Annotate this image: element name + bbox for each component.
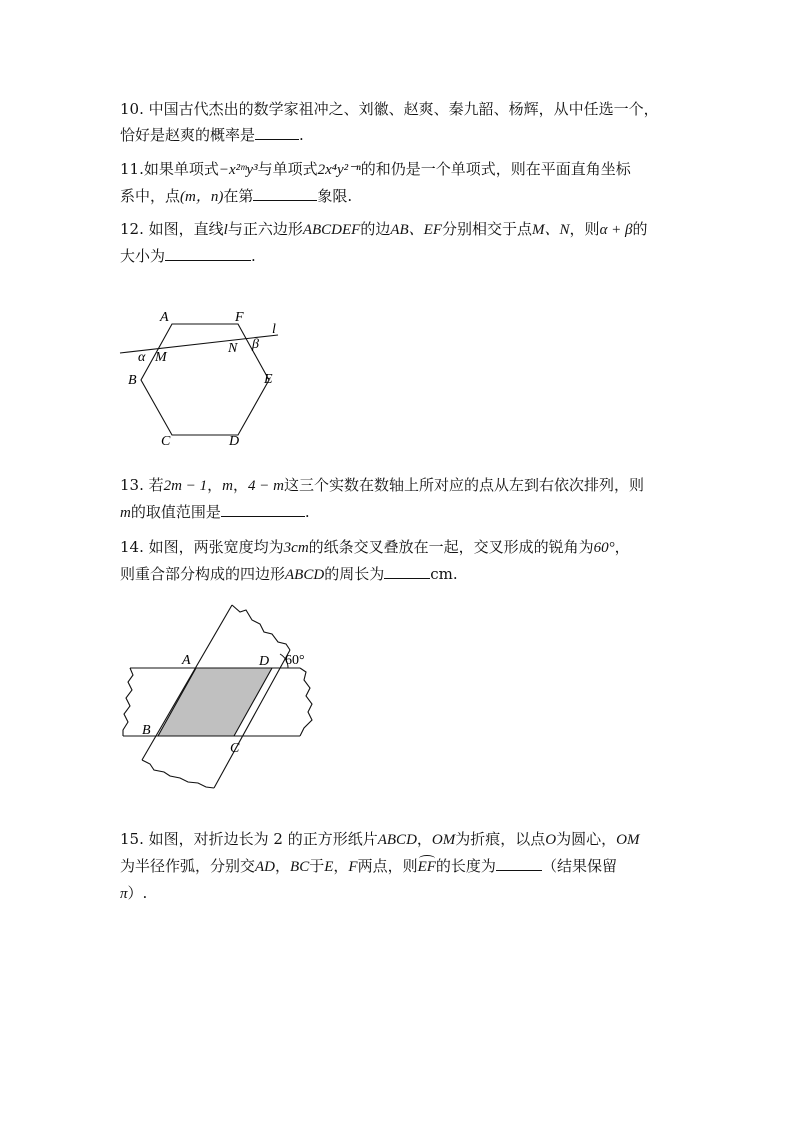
q11-text-1: 如果单项式	[143, 160, 219, 178]
q13-expr-4: m	[120, 505, 131, 521]
q13-number: 13.	[120, 476, 144, 494]
q11-line-2	[120, 183, 680, 210]
q11-text-6: 象限.	[317, 187, 353, 205]
q11-text-4: 系中，点	[120, 187, 181, 205]
q10-text-1: 中国古代杰出的数学家祖冲之、刘徽、赵爽、秦九韶、杨辉，从中任选一个，	[148, 100, 659, 118]
q15-text-12: ）.	[127, 884, 148, 902]
q15-point-f: F	[348, 859, 358, 875]
q11-answer-blank[interactable]	[253, 184, 317, 201]
q15-side-ad: AD	[255, 859, 276, 875]
q12-text-3: 的边	[360, 220, 391, 238]
q14-unit: cm.	[430, 565, 458, 583]
q15-answer-blank[interactable]	[496, 854, 542, 871]
q14-line-2	[120, 561, 680, 588]
label-C: C	[230, 741, 240, 756]
q10-text-2: 恰好是赵爽的概率是	[120, 126, 256, 144]
q15-text-3: 为折痕，以点	[455, 830, 546, 848]
q14-text-4: 则重合部分构成的四边形	[120, 565, 286, 583]
q12-text-4: 分别相交于点	[442, 220, 533, 238]
label-A: A	[182, 653, 191, 668]
label-alpha: α	[138, 350, 146, 365]
q14-text-2: 的纸条交叉叠放在一起，交叉形成的锐角为	[308, 538, 594, 556]
q12-answer-blank[interactable]	[165, 244, 251, 261]
q12-text-2: 与正六边形	[227, 220, 303, 238]
q14-text-1: 如图，两张宽度均为	[148, 538, 284, 556]
q13-line-1	[120, 472, 680, 499]
q11-text-5: 在第	[223, 187, 254, 205]
regular-hexagon	[141, 324, 269, 435]
q15-radius: OM	[616, 832, 640, 848]
q13-expr-1: 2m − 1	[163, 478, 208, 494]
q15-square: ABCD	[377, 832, 417, 848]
q12-sides: AB、EF	[390, 222, 443, 238]
label-C: C	[161, 434, 171, 449]
q15-text-10: 的长度为	[435, 857, 496, 875]
q14-number: 14.	[120, 538, 144, 556]
q13-text-1: 若	[148, 476, 164, 494]
question-14	[120, 534, 680, 588]
q14-quadrilateral: ABCD	[285, 567, 325, 583]
q15-text-11: （结果保留	[541, 857, 617, 875]
label-D: D	[259, 654, 270, 669]
q13-expr-2: m	[222, 478, 233, 494]
q15-line-1	[120, 826, 680, 853]
q11-line-1	[120, 156, 680, 183]
q11-text-2: 与单项式	[257, 160, 318, 178]
q10-number: 10.	[120, 100, 144, 118]
question-15	[120, 826, 680, 907]
paper-strips-figure	[118, 600, 318, 790]
q12-hexagon: ABCDEF	[302, 222, 361, 238]
q15-center: O	[545, 832, 557, 848]
q15-text-2: ，	[416, 830, 432, 848]
q15-text-4: 为圆心，	[556, 830, 617, 848]
q10-line-1	[120, 96, 680, 122]
label-B: B	[142, 723, 151, 738]
q11-point: (m，n)	[180, 189, 224, 205]
q12-line-1	[120, 216, 680, 243]
q10-answer-blank[interactable]	[255, 123, 299, 140]
q14-width: 3cm	[283, 540, 309, 556]
label-F: F	[235, 310, 244, 325]
slanted-strip-bottom-torn-edge	[142, 760, 214, 788]
q10-line-2	[120, 122, 680, 148]
horizontal-strip-left-torn-edge	[123, 668, 133, 736]
label-E: E	[264, 372, 273, 387]
horizontal-strip-right-torn-edge	[300, 668, 312, 736]
q12-text-6: 的	[632, 220, 648, 238]
q13-text-2: ，	[207, 476, 223, 494]
q15-text-6: ，	[275, 857, 291, 875]
q14-angle: 60°	[593, 540, 615, 556]
q12-text-7: 大小为	[120, 247, 166, 265]
q15-point-e: E	[324, 859, 334, 875]
q13-line-2	[120, 499, 680, 526]
q15-line-2	[120, 853, 680, 880]
hexagon-figure	[115, 305, 295, 455]
q13-expr-3: 4 − m	[248, 478, 284, 494]
q11-monomial-2: 2x⁴y²⁻ⁿ	[317, 162, 361, 178]
q15-arc-ef: EF	[418, 854, 436, 880]
question-10	[120, 96, 680, 148]
label-l: l	[272, 322, 276, 337]
q15-text-5: 为半径作弧，分别交	[120, 857, 256, 875]
q15-side-bc: BC	[290, 859, 310, 875]
q15-text-1: 如图，对折边长为 2 的正方形纸片	[148, 830, 378, 848]
q13-text-3: ，	[232, 476, 248, 494]
label-D: D	[229, 434, 240, 449]
q11-text-3: 的和仍是一个单项式，则在平面直角坐标	[360, 160, 631, 178]
q11-monomial-1: −x²ᵐy³	[218, 162, 258, 178]
q12-text-1: 如图，直线	[148, 220, 224, 238]
q14-answer-blank[interactable]	[384, 562, 430, 579]
q14-text-5: 的周长为	[324, 565, 385, 583]
label-M: M	[155, 350, 167, 365]
question-12	[120, 216, 680, 269]
q15-number: 15.	[120, 830, 144, 848]
q11-number: 11.	[120, 160, 144, 178]
q15-line-3	[120, 880, 680, 907]
q12-end: .	[251, 247, 256, 265]
q13-answer-blank[interactable]	[221, 500, 305, 517]
q14-text-3: ，	[614, 538, 630, 556]
label-A: A	[160, 310, 169, 325]
q12-number: 12.	[120, 220, 144, 238]
q12-points: M、N	[532, 222, 570, 238]
q10-end: .	[299, 126, 304, 144]
q13-end: .	[304, 503, 310, 521]
label-beta: β	[252, 337, 259, 352]
q12-angle-sum: α + β	[599, 222, 633, 238]
q12-line-2	[120, 243, 680, 269]
q15-pi: π	[120, 886, 128, 902]
label-B: B	[128, 373, 137, 388]
q12-line-l: l	[223, 222, 228, 238]
question-11	[120, 156, 680, 210]
q15-text-8: ，	[333, 857, 349, 875]
q15-text-9: 两点，则	[357, 857, 418, 875]
q15-crease: OM	[431, 832, 456, 848]
q12-text-5: ，则	[569, 220, 600, 238]
q14-line-1	[120, 534, 680, 561]
slanted-strip-top-torn-edge	[232, 605, 290, 650]
question-13	[120, 472, 680, 526]
label-N: N	[228, 341, 238, 356]
q13-text-4: 这三个实数在数轴上所对应的点从左到右依次排列，则	[283, 476, 644, 494]
q15-text-7: 于	[309, 857, 325, 875]
label-60-degrees: 60°	[285, 653, 305, 668]
q13-text-5: 的取值范围是	[130, 503, 221, 521]
